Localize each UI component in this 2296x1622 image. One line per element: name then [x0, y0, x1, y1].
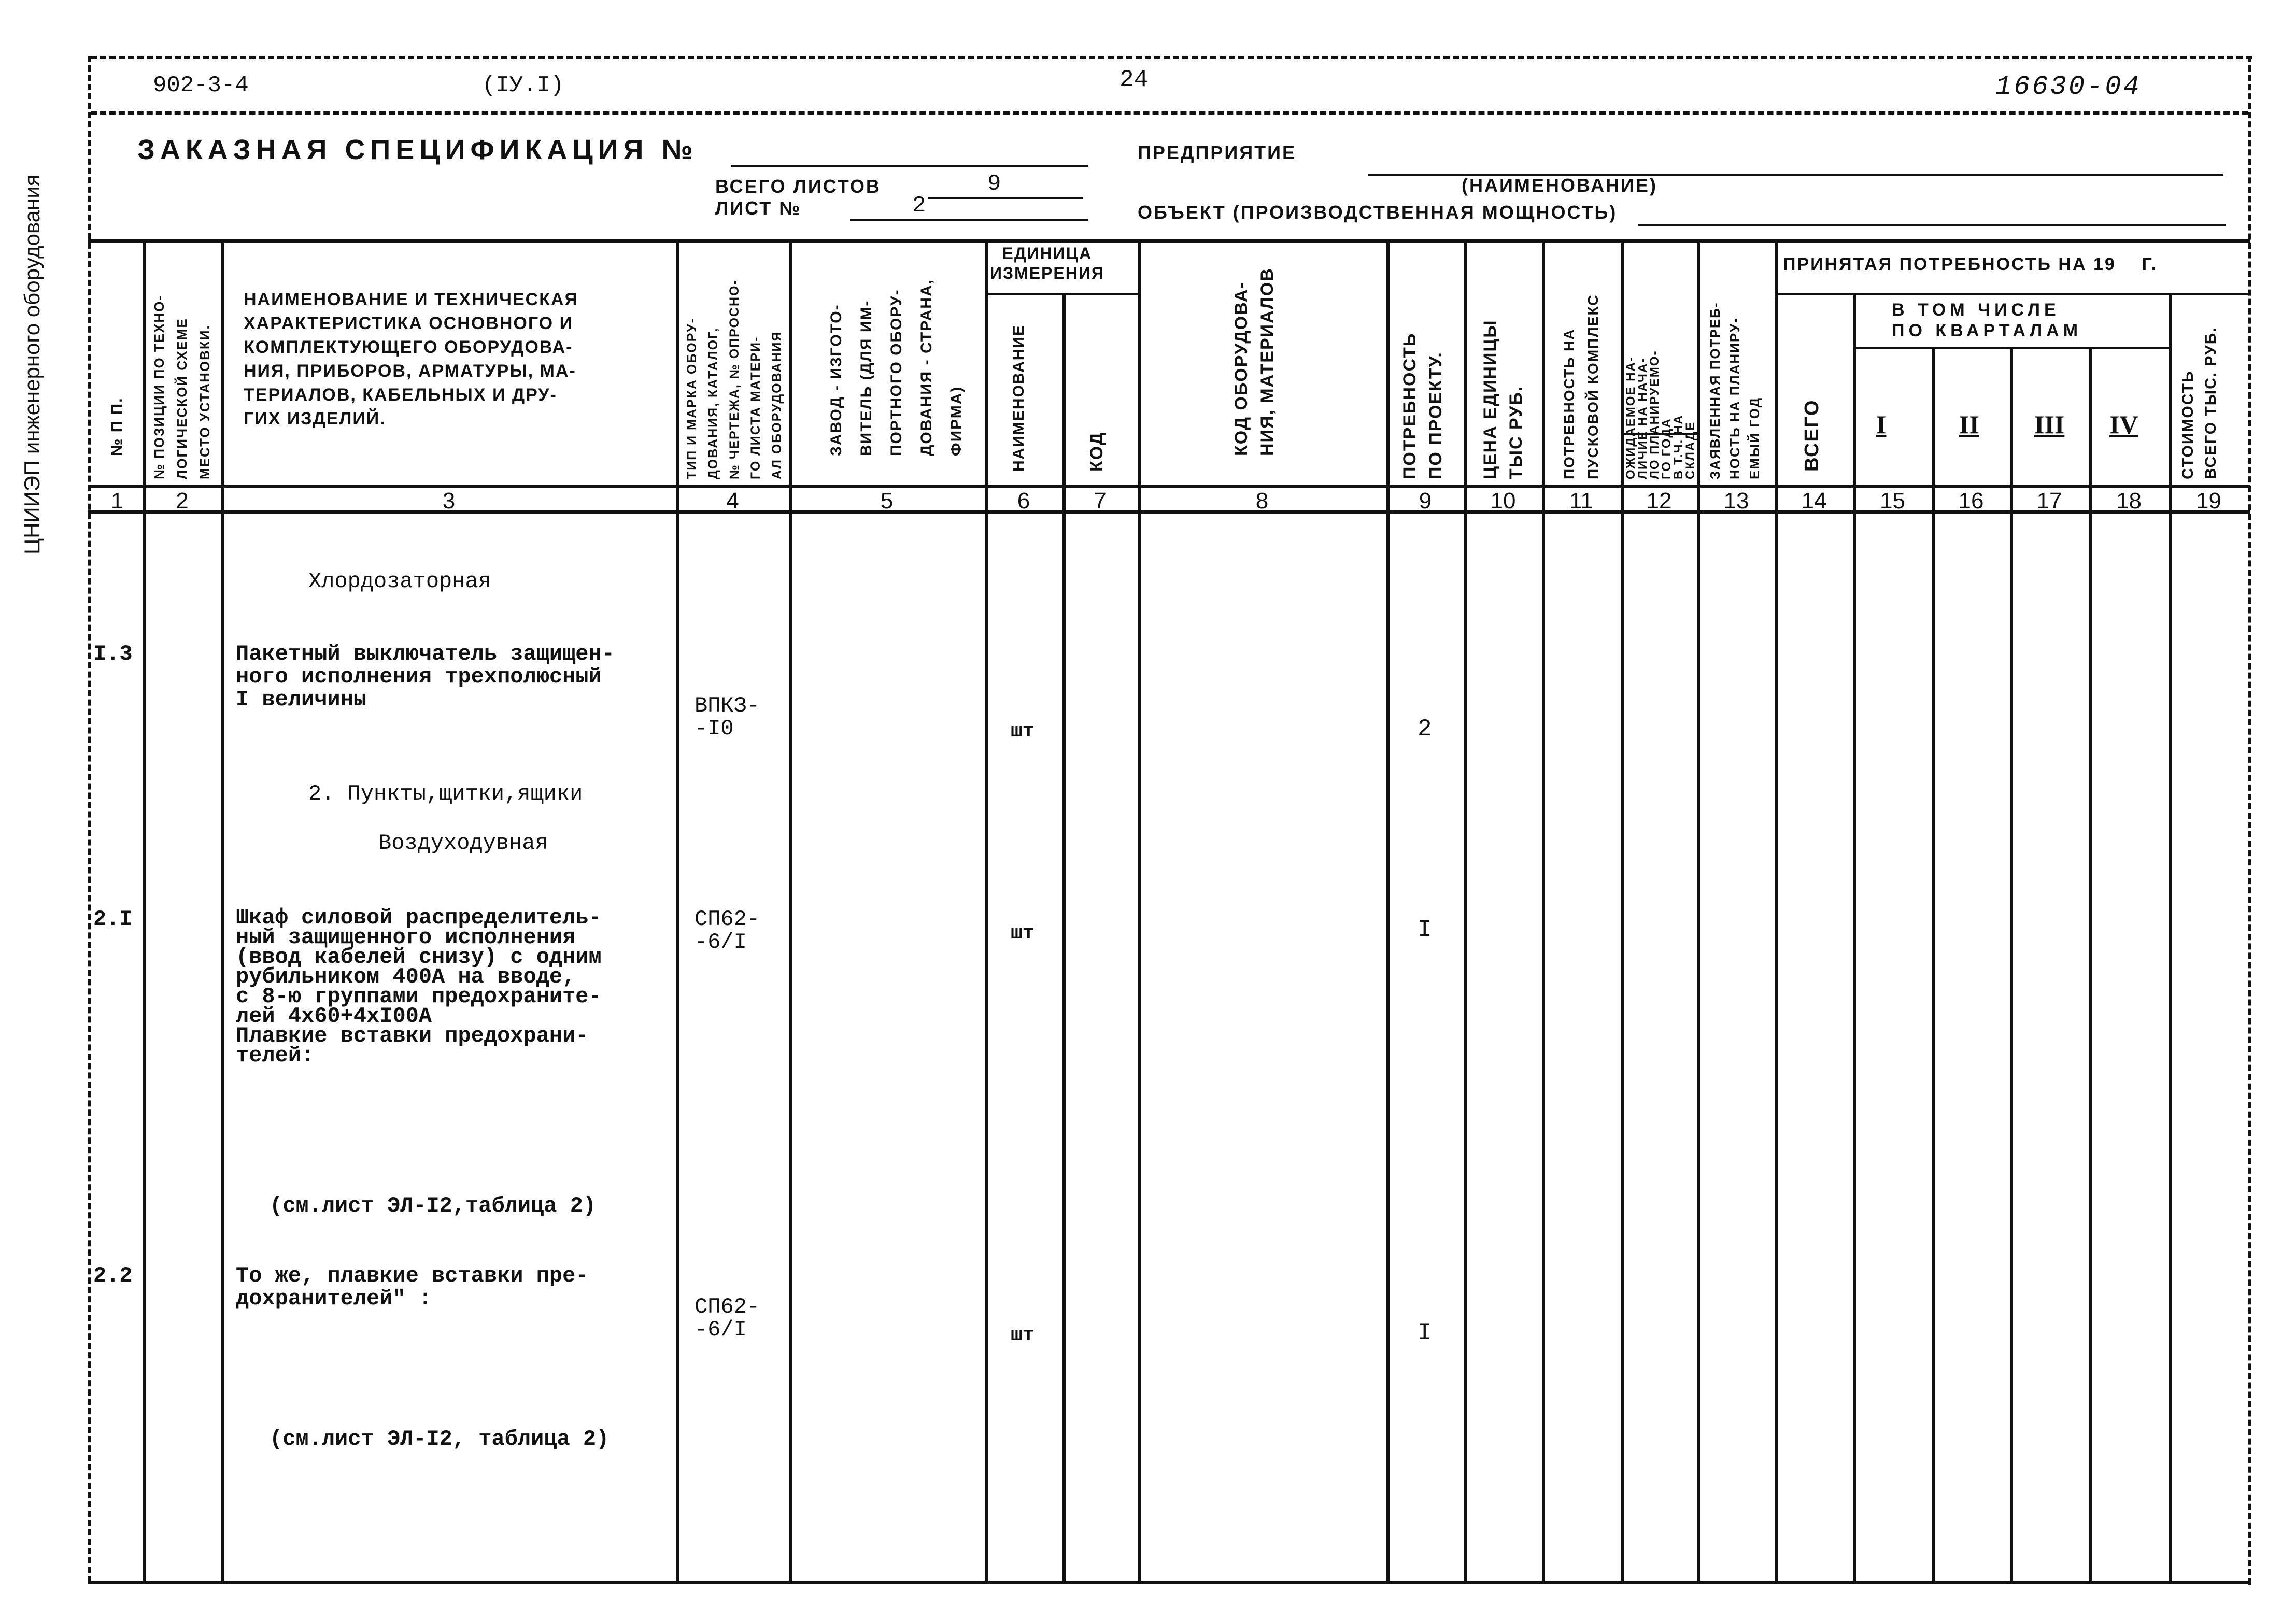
quarter-4-header: IV: [2109, 410, 2138, 439]
col-number: 3: [442, 488, 456, 514]
col-number: 1: [110, 488, 124, 514]
row-reference: (см.лист ЭЛ-I2, таблица 2): [270, 1427, 610, 1452]
total-sheets-value: 9: [987, 171, 1001, 197]
col-header-9: ПОТРЕБНОСТЬ ПО ПРОЕКТУ.: [1400, 332, 1445, 479]
side-stamp-text: ЦНИИЭП инженерного оборудования: [20, 174, 44, 554]
col-number: 18: [2116, 488, 2142, 514]
name-note: (НАИМЕНОВАНИЕ): [1462, 175, 1657, 196]
col-number: 14: [1801, 488, 1827, 514]
col-number: 19: [2196, 488, 2221, 514]
col-line: [1542, 239, 1545, 1582]
row-unit: шт: [1011, 720, 1034, 743]
col-line: [1062, 293, 1066, 1582]
col-header-10: ЦЕНА ЕДИНИЦЫ ТЫС РУБ.: [1480, 319, 1526, 479]
row-number: I.3: [93, 642, 133, 666]
header-bottom-border: [88, 485, 2250, 488]
sheet-no-label: ЛИСТ №: [715, 197, 802, 219]
page-number: 24: [1119, 66, 1149, 93]
enterprise-label: ПРЕДПРИЯТИЕ: [1138, 142, 1297, 163]
frame-left: [88, 56, 91, 1582]
spec-number-line: [731, 165, 1088, 167]
col-header-1: № П П.: [108, 397, 125, 456]
col-line: [1697, 239, 1700, 1582]
row-type: СП62- -6/I: [695, 907, 760, 955]
row-unit: шт: [1011, 1324, 1034, 1346]
section-heading: Воздуходувная: [378, 831, 548, 856]
sheet-no-line: [850, 219, 1088, 221]
accepted-group-line: [1775, 293, 2250, 295]
col-header-4: ТИП И МАРКА ОБОРУ- ДОВАНИЯ, КАТАЛОГ, № ЧЕРТЕЖА, № ОПРОСНО- ГО ЛИСТА МАТЕРИ- АЛ ОБОРУДОВАНИЯ: [685, 279, 784, 479]
row-number: 2.I: [93, 907, 133, 932]
col-number: 5: [880, 488, 894, 514]
object-label: ОБЪЕКТ (ПРОИЗВОДСТВЕННАЯ МОЩНОСТЬ): [1138, 202, 1618, 223]
sheet-code: 16630-04: [1995, 72, 2142, 102]
doc-code: 902-3-4: [153, 73, 249, 98]
col-number: 7: [1094, 488, 1107, 514]
col-line: [2010, 347, 2013, 1582]
col-line: [1853, 293, 1856, 1582]
col-header-6: НАИМЕНОВАНИЕ: [1010, 324, 1027, 472]
quarter-2-header: II: [1959, 410, 1979, 439]
row-unit: шт: [1011, 922, 1034, 945]
frame-right: [2248, 56, 2251, 1585]
accepted-header: ПРИНЯТАЯ ПОТРЕБНОСТЬ НА 19 Г.: [1783, 254, 2158, 274]
doc-section: (IУ.I): [482, 73, 564, 98]
row-number: 2.2: [93, 1263, 133, 1288]
total-sheets-line: [928, 197, 1083, 199]
col-header-14: ВСЕГО: [1801, 399, 1823, 472]
quarters-group-header: В ТОМ ЧИСЛЕ ПО КВАРТАЛАМ: [1892, 300, 2082, 340]
col-header-11: ПОТРЕБНОСТЬ НА ПУСКОВОЙ КОМПЛЕКС: [1561, 294, 1601, 479]
col-number: 9: [1419, 488, 1432, 514]
col-number: 2: [176, 488, 189, 514]
row-type: ВПКЗ- -I0: [695, 693, 760, 741]
col-number: 17: [2036, 488, 2062, 514]
frame-bottom: [88, 1581, 2250, 1584]
col-header-19: СТОИМОСТЬ ВСЕГО ТЫС. РУБ.: [2179, 326, 2219, 479]
section-heading: 2. Пункты,щитки,ящики: [308, 781, 583, 806]
page-title: ЗАКАЗНАЯ СПЕЦИФИКАЦИЯ №: [137, 134, 698, 165]
row-description: Пакетный выключатель защищен- ного исполнения трехполюсный I величины: [236, 642, 615, 712]
col-header-2: № ПОЗИЦИИ ПО ТЕХНО- ЛОГИЧЕСКОЙ СХЕМЕ МЕСТО УСТАНОВКИ.: [151, 294, 212, 479]
col-line: [1138, 239, 1141, 1582]
quarter-1-header: I: [1876, 410, 1887, 439]
col-line: [985, 239, 988, 1582]
col-header-8: КОД ОБОРУДОВА- НИЯ, МАТЕРИАЛОВ: [1231, 267, 1277, 456]
header-divider: [91, 111, 2248, 115]
col-number: 6: [1017, 488, 1030, 514]
col-number: 12: [1646, 488, 1672, 514]
col-line: [2089, 347, 2092, 1582]
row-quantity: I: [1418, 1319, 1432, 1346]
object-line: [1638, 224, 2226, 226]
col-number: 8: [1255, 488, 1269, 514]
total-sheets-label: ВСЕГО ЛИСТОВ: [715, 176, 881, 197]
col-number: 4: [726, 488, 739, 514]
col-number: 16: [1958, 488, 1984, 514]
col-header-12: ОЖИДАЕМОЕ НА- ЛИЧИЕ НА НАЧА- ЛО ПЛАНИРУЕМО- ГО ГОДА В Т.Ч. НА СКЛАДЕ: [1624, 350, 1697, 479]
row-quantity: I: [1418, 916, 1432, 943]
col-number: 11: [1569, 488, 1593, 514]
frame-top: [91, 56, 2252, 59]
col-header-3: НАИМЕНОВАНИЕ И ТЕХНИЧЕСКАЯ ХАРАКТЕРИСТИКА ОСНОВНОГО И КОМПЛЕКТУЮЩЕГО ОБОРУДОВА- НИЯ, ПРИБОРОВ, АРМАТУРЫ, МА- ТЕРИАЛОВ, КАБЕЛЬНЫХ И ДРУ- ГИХ ИЗДЕЛИЙ.: [244, 290, 578, 429]
unit-group-header: ЕДИНИЦА ИЗМЕРЕНИЯ: [990, 244, 1104, 282]
col-line: [2169, 293, 2172, 1582]
col-line: [221, 239, 224, 1582]
col-number: 15: [1880, 488, 1905, 514]
col-header-7: КОД: [1087, 432, 1107, 472]
col-line: [676, 239, 679, 1582]
row-quantity: 2: [1418, 716, 1432, 743]
col-header-13: ЗАЯВЛЕННАЯ ПОТРЕБ- НОСТЬ НА ПЛАНИРУ- ЕМЫЙ ГОД: [1707, 302, 1762, 479]
col-header-5: ЗАВОД - ИЗГОТО- ВИТЕЛЬ (ДЛЯ ИМ- ПОРТНОГО ОБОРУ- ДОВАНИЯ - СТРАНА, ФИРМА): [828, 279, 965, 456]
row-description: То же, плавкие вставки пре- дохранителей" :: [236, 1263, 589, 1311]
col-number: 10: [1490, 488, 1516, 514]
table-top-border: [88, 239, 2250, 243]
row-reference: (см.лист ЭЛ-I2,таблица 2): [270, 1193, 597, 1218]
col-line: [1932, 347, 1935, 1582]
sheet-no-value: 2: [912, 193, 926, 219]
col-line: [1775, 239, 1778, 1582]
col-line: [1386, 239, 1390, 1582]
col-line: [1464, 239, 1467, 1582]
row-type: СП62- -6/I: [695, 1294, 760, 1342]
quarter-3-header: III: [2034, 410, 2065, 439]
col-line: [143, 239, 146, 1582]
row-description: Шкаф силовой распределитель- ный защищенного исполнения (ввод кабелей снизу) с одним рубильником 400А на вводе, с 8-ю группами предохраните- лей 4х60+4хI00А Плавкие вставки предохрани- телей:: [236, 905, 602, 1068]
col-line: [789, 239, 792, 1582]
section-heading: Хлордозаторная: [308, 569, 491, 594]
col-number: 13: [1723, 488, 1749, 514]
